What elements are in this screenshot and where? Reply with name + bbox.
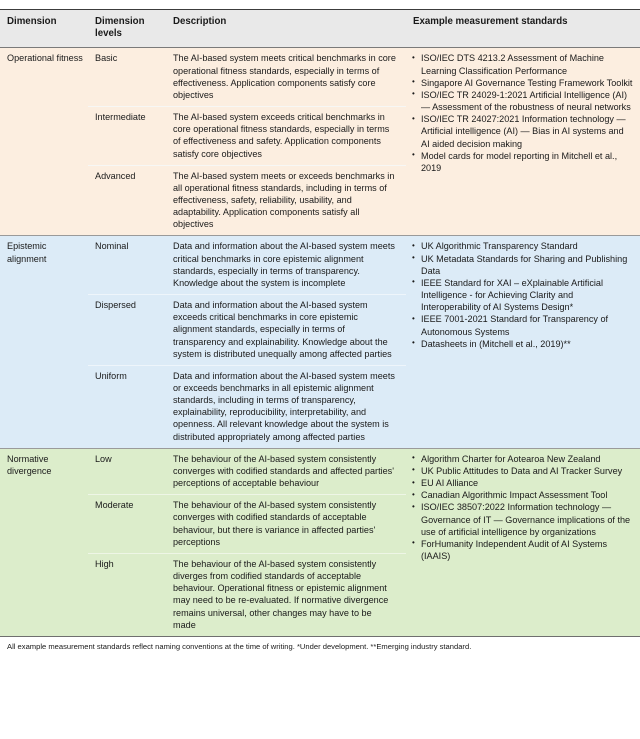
level-description-basic: The AI-based system meets critical benchmarks in core operational fitness standards, especially in terms of effectiveness. Application components satisfy core objectives bbox=[166, 48, 406, 107]
standards-list bbox=[412, 52, 634, 174]
level-name-low: Low bbox=[88, 448, 166, 494]
column-header-dimension-levels: Dimension levels bbox=[88, 10, 166, 48]
standards-list bbox=[412, 240, 634, 349]
list-item: • EU AI Alliance bbox=[412, 477, 634, 489]
list-item: • ISO/IEC DTS 4213.2 Assessment of Machine Learning Classification Performance bbox=[412, 52, 634, 76]
level-name-intermediate: Intermediate bbox=[88, 107, 166, 166]
list-item: • UK Public Attitudes to Data and AI Tracker Survey bbox=[412, 465, 634, 477]
list-item: • IEEE 7001-2021 Standard for Transparency of Autonomous Systems bbox=[412, 313, 634, 337]
clipped-caption-strip bbox=[0, 0, 640, 9]
level-name-dispersed: Dispersed bbox=[88, 295, 166, 366]
standards-cell-operational-fitness bbox=[406, 48, 640, 236]
list-item: • ISO/IEC 38507:2022 Information technology — Governance of IT — Governance implications of the use of artificial intelligence by organizations bbox=[412, 501, 634, 537]
level-description-advanced: The AI-based system meets or exceeds benchmarks in all operational fitness standards, including in terms of effectiveness, safety, reliability, usability, and adaptability. Application components satisfy all objectives bbox=[166, 165, 406, 236]
table-row bbox=[0, 236, 640, 295]
list-item: • ForHumanity Independent Audit of AI Systems (IAAIS) bbox=[412, 538, 634, 562]
level-description-nominal: Data and information about the AI-based system meets critical benchmarks in core epistemic alignment standards, especially in terms of transparency. Knowledge about the system is incomplete bbox=[166, 236, 406, 295]
column-header-description: Description bbox=[166, 10, 406, 48]
list-item: • UK Algorithmic Transparency Standard bbox=[412, 240, 634, 252]
list-item: • Algorithm Charter for Aotearoa New Zealand bbox=[412, 453, 634, 465]
dimensions-table-container bbox=[0, 9, 640, 658]
list-item: • ISO/IEC TR 24029-1:2021 Artificial Intelligence (AI) — Assessment of the robustness of neural networks bbox=[412, 89, 634, 113]
level-description-high: The behaviour of the AI-based system consistently diverges from codified standards of acceptable behaviour. Operational fitness or epistemic alignment may need to be re-evaluated. If normative divergence remains universal, other changes may have to be made bbox=[166, 553, 406, 635]
standards-cell-normative-divergence bbox=[406, 448, 640, 636]
level-name-basic: Basic bbox=[88, 48, 166, 107]
list-item: • ISO/IEC TR 24027:2021 Information technology — Artificial intelligence (AI) — Bias in AI systems and AI aided decision making bbox=[412, 113, 634, 149]
dimension-name-normative-divergence: Normative divergence bbox=[0, 448, 88, 636]
level-name-moderate: Moderate bbox=[88, 495, 166, 554]
list-item: • Model cards for model reporting in Mitchell et al., 2019 bbox=[412, 150, 634, 174]
list-item: • Canadian Algorithmic Impact Assessment Tool bbox=[412, 489, 634, 501]
table-row bbox=[0, 448, 640, 494]
level-description-low: The behaviour of the AI-based system consistently converges with codified standards and affected parties' perceptions of acceptable behaviour bbox=[166, 448, 406, 494]
list-item: • Singapore AI Governance Testing Framework Toolkit bbox=[412, 77, 634, 89]
level-name-high: High bbox=[88, 553, 166, 635]
list-item: • UK Metadata Standards for Sharing and Publishing Data bbox=[412, 253, 634, 277]
level-name-nominal: Nominal bbox=[88, 236, 166, 295]
dimension-name-epistemic-alignment: Epistemic alignment bbox=[0, 236, 88, 448]
level-name-uniform: Uniform bbox=[88, 365, 166, 448]
level-description-uniform: Data and information about the AI-based system meets or exceeds benchmarks in all epistemic alignment standards, including in terms of transparency, explainability, reproducibility, interpretability, and openness. All relevant knowledge about the system is distributed appropriately among affected parties bbox=[166, 365, 406, 448]
header-row bbox=[0, 10, 640, 48]
standards-list bbox=[412, 453, 634, 562]
list-item: • Datasheets in (Mitchell et al., 2019)** bbox=[412, 338, 634, 350]
ai-assurance-dimensions-table bbox=[0, 9, 640, 636]
level-description-dispersed: Data and information about the AI-based system exceeds critical benchmarks in core epistemic alignment standards, especially in terms of transparency and explainability. Knowledge about the system is distributed unequally among affected parties bbox=[166, 295, 406, 366]
level-name-advanced: Advanced bbox=[88, 165, 166, 236]
list-item: • IEEE Standard for XAI – eXplainable Artificial Intelligence - for Achieving Clarity and Interoperability of AI Systems Design* bbox=[412, 277, 634, 313]
table-row bbox=[0, 48, 640, 107]
table-body bbox=[0, 48, 640, 636]
level-description-intermediate: The AI-based system exceeds critical benchmarks in core operational fitness standards, especially in terms of effectiveness and safety. Application components satisfy core objectives bbox=[166, 107, 406, 166]
dimension-name-operational-fitness: Operational fitness bbox=[0, 48, 88, 236]
column-header-dimension: Dimension bbox=[0, 10, 88, 48]
level-description-moderate: The behaviour of the AI-based system consistently converges with codified standards of acceptable behaviour, but there is variance in affected parties' perceptions bbox=[166, 495, 406, 554]
standards-cell-epistemic-alignment bbox=[406, 236, 640, 448]
column-header-example-standards: Example measurement standards bbox=[406, 10, 640, 48]
table-header bbox=[0, 10, 640, 48]
table-footnote: All example measurement standards reflect naming conventions at the time of writing. *Under development. **Emerging industry standard. bbox=[0, 636, 640, 658]
